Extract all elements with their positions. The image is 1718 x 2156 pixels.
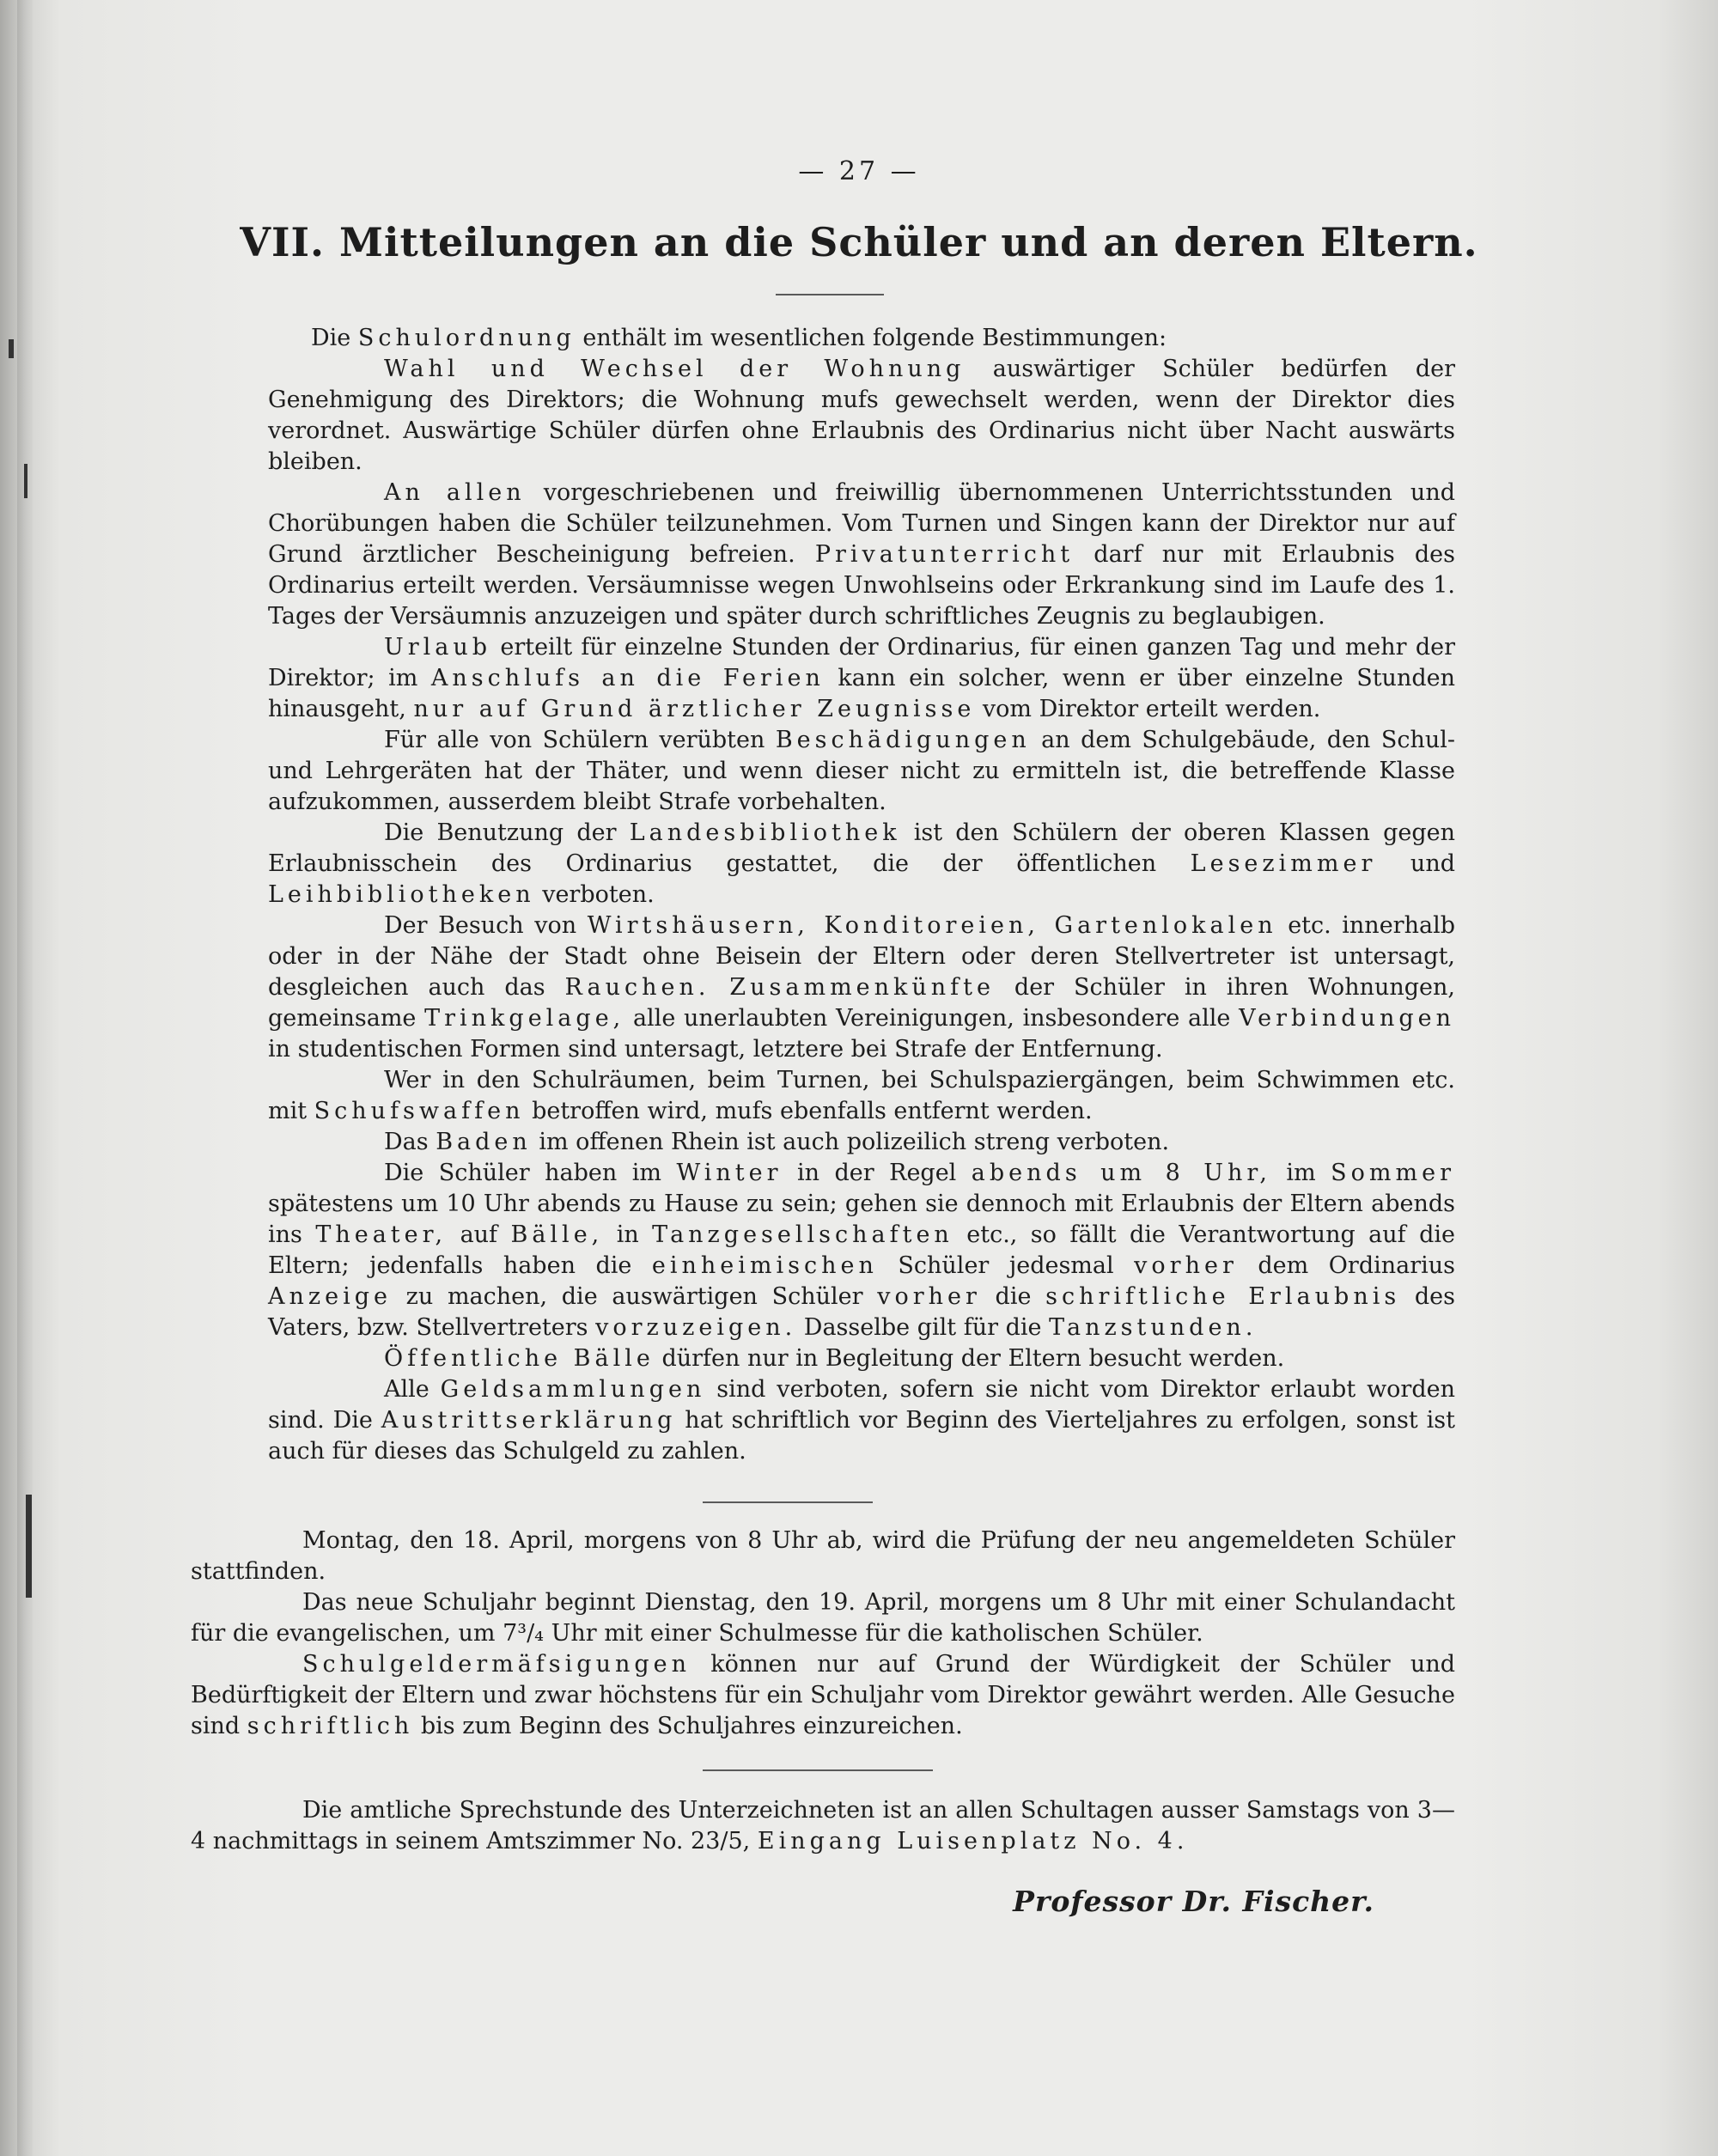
paragraph: Die Benutzung der Landesbibliothek ist den Schülern der oberen Klassen gegen Erlaubnisschein des Ordinarius gestattet, die der öffentlichen Lesezimmer und Leihbibliotheken verboten. [268,819,1455,908]
scan-mark [26,1495,32,1598]
paragraph: Schulgeldermäfsigungen können nur auf Grund der Würdigkeit der Schüler und Bedürftigkeit der Eltern und zwar höchstens für ein Schuljahr vom Direktor gewährt werden. Alle Gesuche sind schriftlich bis zum Beginn des Schuljahres einzureichen. [191,1651,1455,1739]
page-number: — 27 — [798,156,920,186]
scan-mark [24,464,27,498]
paragraph: Montag, den 18. April, morgens von 8 Uhr ab, wird die Prüfung der neu angemeldeten Schüler stattfinden. [191,1527,1455,1585]
page-title: VII. Mitteilungen an die Schüler und an deren Eltern. [240,219,1478,265]
paragraph: Wahl und Wechsel der Wohnung auswärtiger Schüler bedürfen der Genehmigung des Direktors; die Wohnung mufs gewechselt werden, wenn der Direktor dies verordnet. Auswärtige Schüler dürfen ohne Erlaubnis des Ordinarius nicht über Nacht auswärts bleiben. [268,356,1455,475]
paragraph: Der Besuch von Wirtshäusern, Konditoreien, Gartenlokalen etc. innerhalb oder in der Nähe der Stadt ohne Beisein der Eltern oder deren Stellvertreter ist untersagt, desgleichen auch das Rauchen. Zusammenkünfte der Schüler in ihren Wohnungen, gemeinsame Trinkgelage, alle unerlaubten Vereinigungen, insbesondere alle Verbindungen in studentischen Formen sind untersagt, letztere bei Strafe der Entfernung. [268,912,1456,1063]
exam-dates-section [191,1526,1455,1742]
paragraph: Wer in den Schulräumen, beim Turnen, bei Schulspaziergängen, beim Schwimmen etc. mit Schufswaffen betroffen wird, mufs ebenfalls entfernt werden. [268,1067,1455,1124]
divider [703,1501,873,1503]
divider [703,1769,933,1771]
paragraph: Für alle von Schülern verübten Beschädigungen an dem Schulgebäude, den Schul- und Lehrgeräten hat der Thäter, und wenn dieser nicht zu ermitteln ist, die betreffende Klasse aufzukommen, ausserdem bleibt Strafe vorbehalten. [268,727,1455,815]
school-rules-section [268,323,1455,1467]
signature: Professor Dr. Fischer. [1013,1885,1374,1918]
paragraph: An allen vorgeschriebenen und freiwillig übernommenen Unterrichtsstunden und Chorübungen haben die Schüler teilzunehmen. Vom Turnen und Singen kann der Direktor nur auf Grund ärztlicher Bescheinigung befreien. Privatunterricht darf nur mit Erlaubnis des Ordinarius erteilt werden. Versäumnisse wegen Unwohlseins oder Erkrankung sind im Laufe des 1. Tages der Versäumnis anzuzeigen und später durch schriftliches Zeugnis zu beglaubigen. [268,479,1455,630]
paragraph: Das Baden im offenen Rhein ist auch polizeilich streng verboten. [384,1129,1170,1155]
paragraph: Alle Geldsammlungen sind verboten, sofern sie nicht vom Direktor erlaubt worden sind. Die Austrittserklärung hat schriftlich vor Beginn des Vierteljahres zu erfolgen, sonst ist auch für dieses das Schulgeld zu zahlen. [268,1376,1455,1465]
paragraph: Öffentliche Bälle dürfen nur in Begleitung der Eltern besucht werden. [384,1345,1285,1372]
divider [776,294,884,295]
binding-shadow [17,0,33,2156]
office-hours-section [191,1795,1455,1857]
paragraph: Urlaub erteilt für einzelne Stunden der Ordinarius, für einen ganzen Tag und mehr der Direktor; im Anschlufs an die Ferien kann ein solcher, wenn er über einzelne Stunden hinausgeht, nur auf Grund ärztlicher Zeugnisse vom Direktor erteilt werden. [268,634,1455,722]
scan-mark [9,339,14,358]
paragraph: Das neue Schuljahr beginnt Dienstag, den 19. April, morgens um 8 Uhr mit einer Schulandacht für die evangelischen, um 7³/₄ Uhr mit einer Schulmesse für die katholischen Schüler. [191,1589,1455,1647]
paragraph: Die Schulordnung enthält im wesentlichen folgende Bestimmungen: [311,325,1167,351]
paragraph: Die Schüler haben im Winter in der Regel abends um 8 Uhr, im Sommer spätestens um 10 Uhr abends zu Hause zu sein; gehen sie dennoch mit Erlaubnis der Eltern abends ins Theater, auf Bälle, in Tanzgesellschaften etc., so fällt die Verantwortung auf die Eltern; jedenfalls haben die einheimischen Schüler jedesmal vorher dem Ordinarius Anzeige zu machen, die auswärtigen Schüler vorher die schriftliche Erlaubnis des Vaters, bzw. Stellvertreters vorzuzeigen. Dasselbe gilt für die Tanzstunden. [268,1160,1456,1341]
paragraph: Die amtliche Sprechstunde des Unterzeichneten ist an allen Schultagen ausser Samstags von 3—4 nachmittags in seinem Amtszimmer No. 23/5, Eingang Luisenplatz No. 4. [191,1797,1455,1855]
